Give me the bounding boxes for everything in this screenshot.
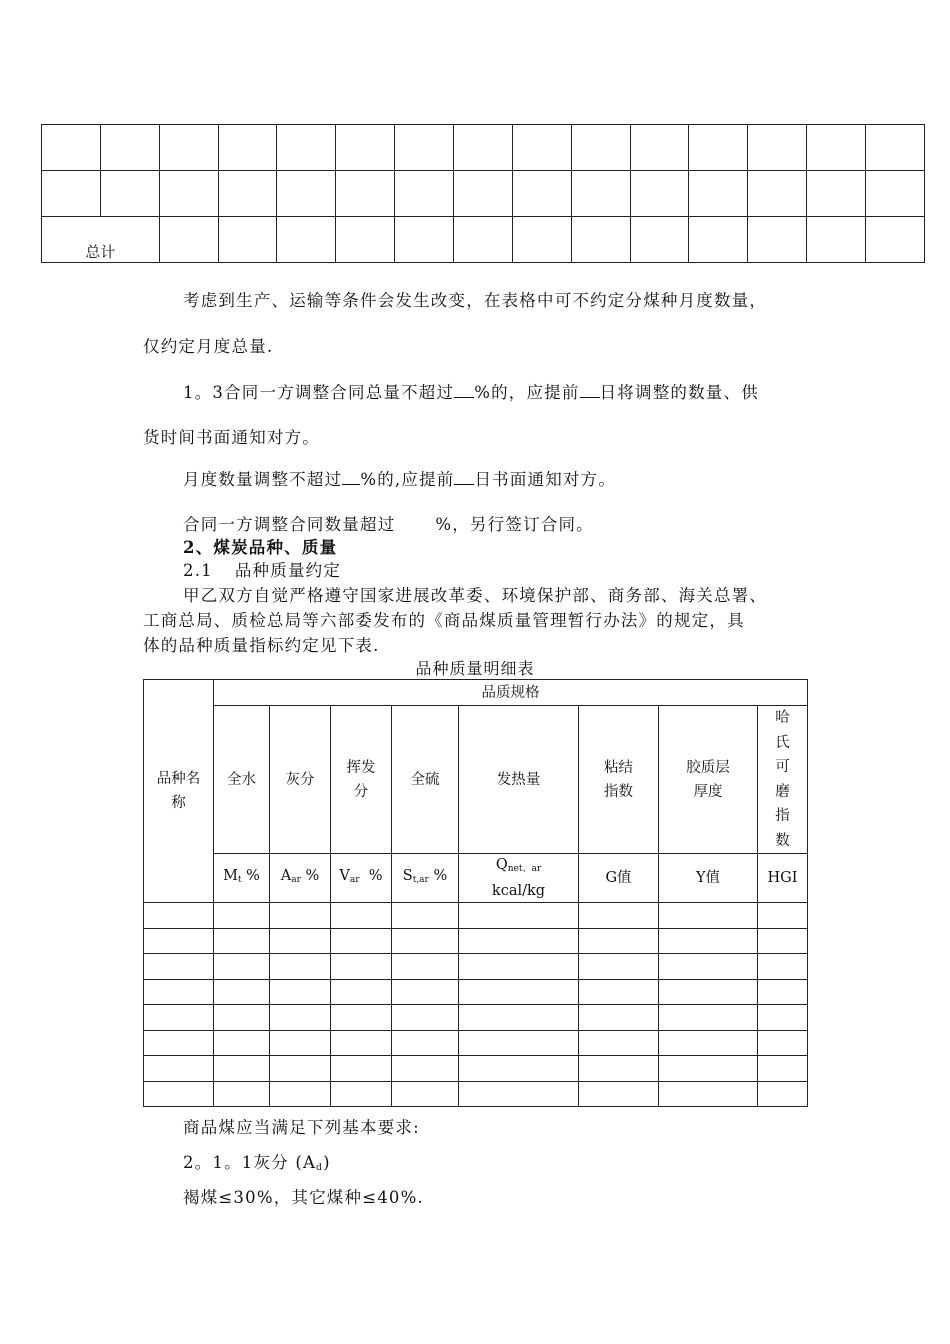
unit-row — [144, 854, 808, 903]
table-cell — [270, 928, 331, 954]
table-cell — [748, 217, 807, 263]
clause-text: 1。3合同一方调整合同总量不超过 — [183, 383, 455, 402]
table-cell — [270, 903, 331, 929]
table-cell — [689, 171, 748, 217]
table-cell — [659, 903, 758, 929]
table-cell — [270, 979, 331, 1005]
clause-text: 合同一方调整合同数量超过 — [183, 515, 396, 534]
subsection-title: 品种质量约定 — [234, 561, 342, 580]
col-plastic: 胶质层厚度 — [659, 706, 758, 854]
unit-heat: $Q_{net、ar}$ kcal/kg — [459, 854, 579, 903]
table-cell — [218, 217, 277, 263]
fill-blank — [454, 383, 474, 398]
unit-volatile: $V_{ar}$ % — [331, 854, 392, 903]
clause-text: 日将调整的数量、供 — [599, 383, 759, 402]
table-cell — [159, 171, 218, 217]
table-cell — [331, 903, 392, 929]
fill-blank — [454, 470, 474, 485]
table-cell — [270, 1005, 331, 1031]
table-cell — [807, 217, 866, 263]
clause-text: %的,应提前 — [360, 470, 455, 489]
body-line-3: 体的品种质量指标约定见下表. — [143, 636, 380, 655]
col-sulfur: 全硫 — [392, 706, 459, 854]
table-cell — [459, 1081, 579, 1107]
table-cell — [144, 954, 214, 980]
requirements-intro: 商品煤应当满足下列基本要求: — [183, 1118, 420, 1137]
table-cell — [459, 903, 579, 929]
body-line-1: 甲乙双方自觉严格遵守国家进展改革委、环境保护部、商务部、海关总署、 — [183, 586, 768, 605]
table-cell — [159, 217, 218, 263]
table-cell — [659, 954, 758, 980]
table-cell — [214, 954, 270, 980]
fill-blank — [342, 470, 360, 485]
table-row — [144, 979, 808, 1005]
subsection-number: 2.1 — [183, 561, 213, 580]
table-cell — [866, 125, 925, 171]
unit-ash: $A_{ar}$ % — [270, 854, 331, 903]
table-cell — [218, 171, 277, 217]
table-cell — [144, 1056, 214, 1082]
quality-table-body — [144, 903, 808, 1107]
table-cell — [214, 1030, 270, 1056]
table-cell — [392, 1030, 459, 1056]
table-cell — [214, 979, 270, 1005]
variety-header: 品种名称 — [144, 680, 214, 903]
table-cell — [758, 903, 808, 929]
paragraph-change-conditions: 考虑到生产、运输等条件会发生改变，在表格中可不约定分煤种月度数量， — [183, 291, 768, 310]
table-cell — [42, 171, 101, 217]
table-cell — [277, 171, 336, 217]
table-cell — [270, 1081, 331, 1107]
table-cell — [454, 171, 513, 217]
table-cell — [331, 1056, 392, 1082]
table-cell — [659, 979, 758, 1005]
table-cell — [579, 1081, 659, 1107]
table-cell — [277, 125, 336, 171]
table-cell — [331, 979, 392, 1005]
total-row — [42, 217, 925, 263]
table-row — [144, 1056, 808, 1082]
table-cell — [144, 928, 214, 954]
table-cell — [270, 954, 331, 980]
table-cell — [866, 217, 925, 263]
table-cell — [454, 125, 513, 171]
table-cell — [331, 1030, 392, 1056]
col-moisture: 全水 — [214, 706, 270, 854]
table-cell — [331, 954, 392, 980]
table-cell — [579, 954, 659, 980]
col-volatile: 挥发分 — [331, 706, 392, 854]
table-cell — [579, 1030, 659, 1056]
table-cell — [100, 171, 159, 217]
table-cell — [392, 928, 459, 954]
clause-text: 月度数量调整不超过 — [183, 470, 343, 489]
body-line-2: 工商总局、质检总局等六部委发布的《商品煤质量管理暂行办法》的规定，具 — [143, 611, 745, 630]
table-cell — [758, 928, 808, 954]
table-cell — [758, 1056, 808, 1082]
table-cell — [214, 903, 270, 929]
table-cell — [270, 1056, 331, 1082]
table-cell — [277, 217, 336, 263]
clause-text: 日书面通知对方。 — [474, 470, 617, 489]
table-cell — [459, 1056, 579, 1082]
quality-table — [143, 679, 808, 1107]
table-cell — [144, 903, 214, 929]
table-cell — [100, 125, 159, 171]
table-cell — [214, 928, 270, 954]
table-cell — [758, 954, 808, 980]
section-heading: 2、煤炭品种、质量 — [183, 538, 338, 557]
unit-caking: G值 — [579, 854, 659, 903]
table-cell — [459, 954, 579, 980]
table-row — [144, 954, 808, 980]
quality-table-title: 品种质量明细表 — [415, 659, 535, 678]
table-cell — [512, 171, 571, 217]
col-heat: 发热量 — [459, 706, 579, 854]
table-cell — [459, 979, 579, 1005]
table-cell — [144, 1005, 214, 1031]
table-cell — [689, 217, 748, 263]
table-row — [42, 125, 925, 171]
table-cell — [214, 1005, 270, 1031]
table-cell — [270, 1030, 331, 1056]
table-cell — [758, 979, 808, 1005]
requirement-ash: 2。1。1灰分 $(A_d)$ — [183, 1153, 331, 1173]
table-cell — [866, 171, 925, 217]
col-ash: 灰分 — [270, 706, 331, 854]
paragraph-clause-1-3 — [183, 379, 759, 403]
table-cell — [395, 171, 454, 217]
col-caking: 粘结指数 — [579, 706, 659, 854]
table-cell — [571, 171, 630, 217]
table-cell — [331, 928, 392, 954]
table-cell — [214, 1081, 270, 1107]
table-cell — [630, 125, 689, 171]
table-cell — [512, 125, 571, 171]
table-cell — [748, 125, 807, 171]
column-header-row — [144, 706, 808, 854]
table-cell — [331, 1005, 392, 1031]
unit-plastic: Y值 — [659, 854, 758, 903]
table-cell — [144, 1081, 214, 1107]
table-cell — [459, 1030, 579, 1056]
table-cell — [395, 125, 454, 171]
total-label: 总计 — [42, 217, 160, 263]
table-cell — [758, 1030, 808, 1056]
table-cell — [807, 171, 866, 217]
requirement-ash-limits: 褐煤≤30%，其它煤种≤40%. — [183, 1188, 424, 1207]
table-cell — [659, 1081, 758, 1107]
table-cell — [392, 903, 459, 929]
table-row — [144, 928, 808, 954]
table-cell — [331, 1081, 392, 1107]
table-row — [144, 1005, 808, 1031]
table-cell — [758, 1005, 808, 1031]
table-row — [144, 1030, 808, 1056]
paragraph-monthly-adjust — [183, 466, 616, 490]
table-cell — [392, 954, 459, 980]
table-cell — [571, 125, 630, 171]
col-hgi: 哈氏可磨指数 — [758, 706, 808, 854]
table-cell — [571, 217, 630, 263]
table-cell — [630, 171, 689, 217]
unit-hgi: HGI — [758, 854, 808, 903]
paragraph-monthly-total: 仅约定月度总量. — [143, 337, 274, 356]
table-cell — [579, 1056, 659, 1082]
table-cell — [689, 125, 748, 171]
table-cell — [395, 217, 454, 263]
table-cell — [659, 928, 758, 954]
table-cell — [748, 171, 807, 217]
table-cell — [454, 217, 513, 263]
table-cell — [659, 1056, 758, 1082]
clause-text: %，另行签订合同。 — [435, 515, 594, 534]
table-row — [144, 903, 808, 929]
table-cell — [159, 125, 218, 171]
table-cell — [579, 928, 659, 954]
table-row — [144, 1081, 808, 1107]
table-cell — [392, 1005, 459, 1031]
table-cell — [579, 979, 659, 1005]
subsection-heading — [183, 557, 341, 581]
monthly-quantity-table — [41, 124, 925, 263]
table-cell — [144, 979, 214, 1005]
paragraph-notice: 货时间书面通知对方。 — [143, 428, 320, 447]
table-cell — [579, 1005, 659, 1031]
table-cell — [42, 125, 101, 171]
table-cell — [579, 903, 659, 929]
table-cell — [218, 125, 277, 171]
table-cell — [336, 171, 395, 217]
table-cell — [392, 1056, 459, 1082]
table-cell — [459, 1005, 579, 1031]
table-cell — [336, 217, 395, 263]
clause-text: %的，应提前 — [474, 383, 580, 402]
spec-header: 品质规格 — [214, 680, 808, 706]
table-row — [42, 171, 925, 217]
table-cell — [659, 1030, 758, 1056]
table-cell — [659, 1005, 758, 1031]
table-cell — [512, 217, 571, 263]
table-cell — [214, 1056, 270, 1082]
spec-header-row — [144, 680, 808, 706]
table-cell — [758, 1081, 808, 1107]
fill-blank — [580, 383, 600, 398]
table-cell — [807, 125, 866, 171]
unit-sulfur: $S_{t,ar}$ % — [392, 854, 459, 903]
table-cell — [392, 1081, 459, 1107]
table-cell — [392, 979, 459, 1005]
table-cell — [144, 1030, 214, 1056]
table-cell — [336, 125, 395, 171]
paragraph-new-contract — [183, 511, 594, 535]
table-cell — [459, 928, 579, 954]
unit-moisture: $M_t$ % — [214, 854, 270, 903]
table-cell — [630, 217, 689, 263]
